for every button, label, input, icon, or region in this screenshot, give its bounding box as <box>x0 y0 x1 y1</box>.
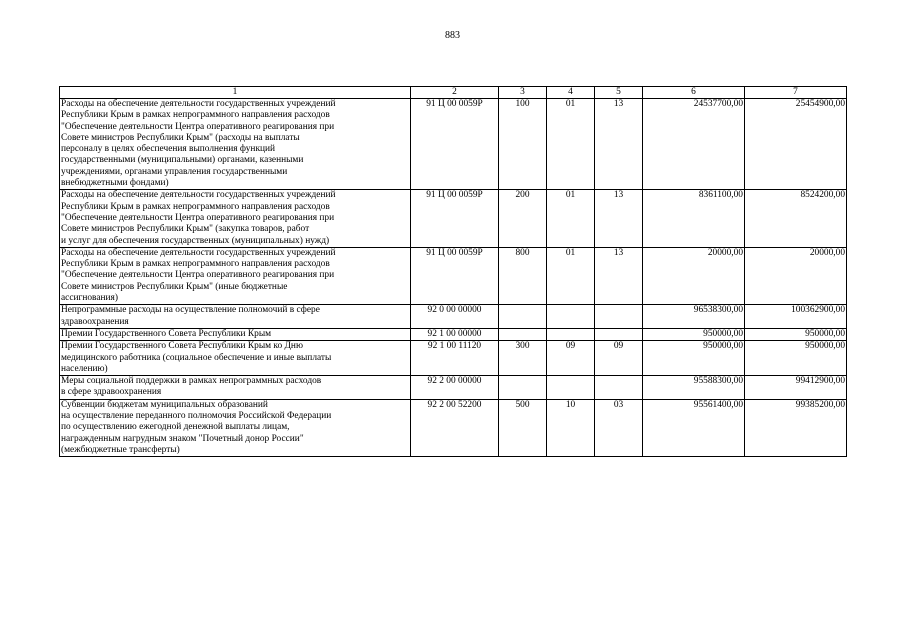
description-line: государственными (муниципальными) органами, казенными <box>61 155 304 166</box>
description-line: Расходы на обеспечение деятельности государственных учреждений <box>61 247 336 258</box>
table-body <box>60 99 847 457</box>
table-row <box>60 376 847 400</box>
description-line: и услуг для обеспечения государственных (муниципальных) нужд) <box>61 235 330 246</box>
description-line: Премии Государственного Совета Республики Крым <box>61 328 272 339</box>
table-row <box>60 190 847 247</box>
row-amount-year2: 950000,00 <box>745 341 847 376</box>
table-header-row <box>60 87 847 99</box>
row-code: 92 1 00 11120 <box>411 341 499 376</box>
row-amount-year2: 8524200,00 <box>745 190 847 247</box>
description-line: по осуществлению ежегодной денежной выплаты лицам, <box>61 422 290 433</box>
row-description <box>60 341 411 376</box>
row-subsection: 09 <box>595 341 643 376</box>
row-amount-year2: 100362900,00 <box>745 305 847 329</box>
row-code: 91 Ц 00 0059Р <box>411 190 499 247</box>
row-section: 01 <box>547 247 595 304</box>
budget-table <box>59 86 847 457</box>
table-row <box>60 99 847 190</box>
description-line: Совете министров Республики Крым" (иные бюджетные <box>61 281 288 292</box>
row-section: 09 <box>547 341 595 376</box>
row-expense-type <box>499 376 547 400</box>
row-code: 91 Ц 00 0059Р <box>411 247 499 304</box>
description-line: в сфере здравоохранения <box>61 387 162 398</box>
row-subsection <box>595 376 643 400</box>
row-subsection: 13 <box>595 190 643 247</box>
row-amount-year1: 950000,00 <box>643 328 745 340</box>
table-row <box>60 328 847 340</box>
description-line: Республики Крым в рамках непрограммного направления расходов <box>61 201 330 212</box>
row-code: 92 2 00 52200 <box>411 399 499 456</box>
row-amount-year1: 20000,00 <box>643 247 745 304</box>
description-line: Совете министров Республики Крым" (расходы на выплаты <box>61 132 300 143</box>
row-code: 91 Ц 00 0059Р <box>411 99 499 190</box>
description-line: Совете министров Республики Крым" (закупка товаров, работ <box>61 224 310 235</box>
row-code: 92 1 00 00000 <box>411 328 499 340</box>
row-section: 10 <box>547 399 595 456</box>
description-line: персоналу в целях обеспечения выполнения функций <box>61 144 276 155</box>
row-amount-year2: 25454900,00 <box>745 99 847 190</box>
description-line: внебюджетными фондами) <box>61 178 169 189</box>
description-line: медицинского работника (социальное обеспечение и иные выплаты <box>61 352 332 363</box>
description-line: ассигнования) <box>61 293 118 304</box>
description-line: Республики Крым в рамках непрограммного направления расходов <box>61 110 330 121</box>
description-line: Премии Государственного Совета Республики Крым ко Дню <box>61 341 303 352</box>
row-section <box>547 328 595 340</box>
column-header-6: 6 <box>643 87 745 99</box>
description-line: учреждениями, органами управления государственными <box>61 166 288 177</box>
column-header-3: 3 <box>499 87 547 99</box>
description-line: населению) <box>61 363 108 374</box>
row-description <box>60 305 411 329</box>
description-line: Субвенции бюджетам муниципальных образований <box>61 399 268 410</box>
row-section <box>547 376 595 400</box>
description-line: Республики Крым в рамках непрограммного направления расходов <box>61 259 330 270</box>
row-subsection <box>595 328 643 340</box>
row-code: 92 0 00 00000 <box>411 305 499 329</box>
row-expense-type: 500 <box>499 399 547 456</box>
description-line: (межбюджетные трансферты) <box>61 444 180 455</box>
row-expense-type <box>499 328 547 340</box>
column-header-2: 2 <box>411 87 499 99</box>
page-number: 883 <box>445 30 460 41</box>
row-subsection: 03 <box>595 399 643 456</box>
column-header-5: 5 <box>595 87 643 99</box>
row-section <box>547 305 595 329</box>
row-description <box>60 376 411 400</box>
row-description <box>60 190 411 247</box>
description-line: Меры социальной поддержки в рамках непрограммных расходов <box>61 376 322 387</box>
row-description <box>60 247 411 304</box>
row-description <box>60 328 411 340</box>
row-amount-year1: 950000,00 <box>643 341 745 376</box>
row-amount-year1: 95588300,00 <box>643 376 745 400</box>
row-description <box>60 99 411 190</box>
row-amount-year2: 99412900,00 <box>745 376 847 400</box>
row-expense-type: 800 <box>499 247 547 304</box>
row-expense-type: 200 <box>499 190 547 247</box>
description-line: здравоохранения <box>61 316 129 327</box>
table-row <box>60 247 847 304</box>
row-expense-type: 300 <box>499 341 547 376</box>
table-row <box>60 341 847 376</box>
description-line: награжденным нагрудным знаком "Почетный донор России" <box>61 433 304 444</box>
row-section: 01 <box>547 190 595 247</box>
row-amount-year1: 8361100,00 <box>643 190 745 247</box>
column-header-7: 7 <box>745 87 847 99</box>
row-subsection <box>595 305 643 329</box>
row-subsection: 13 <box>595 247 643 304</box>
description-line: Непрограммные расходы на осуществление полномочий в сфере <box>61 305 320 316</box>
table-row <box>60 305 847 329</box>
table-row <box>60 399 847 456</box>
row-section: 01 <box>547 99 595 190</box>
row-amount-year1: 96538300,00 <box>643 305 745 329</box>
description-line: Расходы на обеспечение деятельности государственных учреждений <box>61 190 336 201</box>
column-header-4: 4 <box>547 87 595 99</box>
description-line: "Обеспечение деятельности Центра оперативного реагирования при <box>61 212 335 223</box>
row-amount-year2: 99385200,00 <box>745 399 847 456</box>
row-amount-year1: 95561400,00 <box>643 399 745 456</box>
row-amount-year2: 20000,00 <box>745 247 847 304</box>
row-expense-type: 100 <box>499 99 547 190</box>
description-line: на осуществление переданного полномочия Российской Федерации <box>61 411 332 422</box>
row-amount-year1: 24537700,00 <box>643 99 745 190</box>
column-header-1: 1 <box>60 87 411 99</box>
row-expense-type <box>499 305 547 329</box>
row-description <box>60 399 411 456</box>
row-code: 92 2 00 00000 <box>411 376 499 400</box>
description-line: "Обеспечение деятельности Центра оперативного реагирования при <box>61 121 335 132</box>
row-subsection: 13 <box>595 99 643 190</box>
row-amount-year2: 950000,00 <box>745 328 847 340</box>
description-line: Расходы на обеспечение деятельности государственных учреждений <box>61 99 336 109</box>
description-line: "Обеспечение деятельности Центра оперативного реагирования при <box>61 270 335 281</box>
